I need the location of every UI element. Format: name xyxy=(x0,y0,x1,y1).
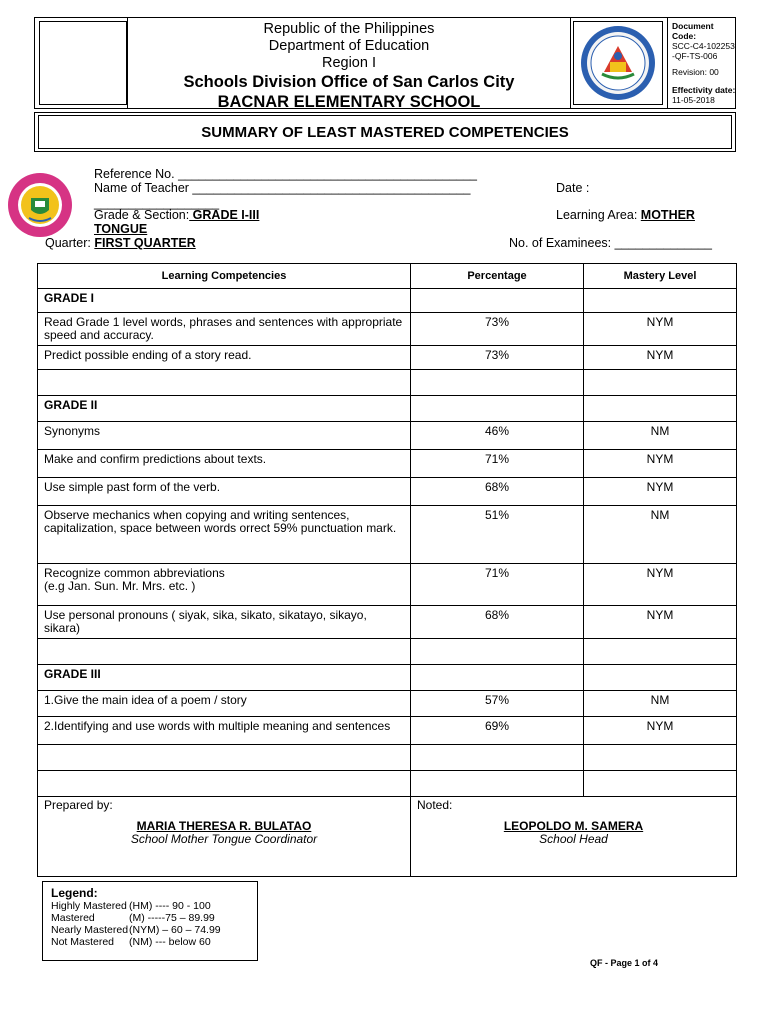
prepared-label: Prepared by: xyxy=(44,798,113,812)
blank-line: __________________ xyxy=(94,196,220,210)
mastery-cell: NM xyxy=(584,506,737,564)
competency-cell: 2.Identifying and use words with multiple meaning and sentences xyxy=(38,717,411,745)
percentage-cell: 71% xyxy=(411,564,584,606)
title-box xyxy=(34,112,736,152)
mastery-cell: NYM xyxy=(584,346,737,370)
table-row xyxy=(38,771,737,797)
school-logo xyxy=(573,21,663,105)
percentage-cell xyxy=(411,370,584,396)
grade-section xyxy=(94,208,259,222)
competency-cell xyxy=(38,370,411,396)
percentage-cell xyxy=(411,289,584,313)
date-label: Date : xyxy=(556,181,590,195)
legend-item xyxy=(51,936,249,948)
mastery-cell xyxy=(584,639,737,665)
competency-cell xyxy=(38,771,411,797)
header-republic: Republic of the Philippines xyxy=(263,21,435,37)
header-title-block xyxy=(127,18,571,111)
percentage-cell xyxy=(411,771,584,797)
signature-row xyxy=(38,797,737,877)
legend-item-name: Nearly Mastered xyxy=(51,924,129,936)
header-school: BACNAR ELEMENTARY SCHOOL xyxy=(217,93,481,111)
competency-cell: GRADE I xyxy=(38,289,411,313)
mastery-cell: NYM xyxy=(584,313,737,346)
teacher-name: Name of Teacher ________________________________________ xyxy=(94,181,471,195)
mastery-cell: NYM xyxy=(584,450,737,478)
table-body xyxy=(38,289,737,797)
header-department: Department of Education xyxy=(268,38,430,54)
mastery-cell xyxy=(584,370,737,396)
percentage-cell: 71% xyxy=(411,450,584,478)
noted-title: School Head xyxy=(539,832,608,846)
percentage-cell: 46% xyxy=(411,422,584,450)
table-row xyxy=(38,606,737,639)
percentage-cell: 68% xyxy=(411,478,584,506)
noted-label: Noted: xyxy=(417,798,453,812)
table-row xyxy=(38,370,737,396)
percentage-cell: 68% xyxy=(411,606,584,639)
table-row xyxy=(38,691,737,717)
competency-cell: GRADE III xyxy=(38,665,411,691)
competency-cell: Use personal pronouns ( siyak, sika, sikato, sikatayo, sikayo, sikara) xyxy=(38,606,411,639)
mastery-cell: NYM xyxy=(584,717,737,745)
percentage-cell: 69% xyxy=(411,717,584,745)
grade-header-row xyxy=(38,289,737,313)
table-row xyxy=(38,639,737,665)
col-header-competencies: Learning Competencies xyxy=(38,264,411,289)
legend-box xyxy=(42,881,258,961)
effectivity-label: Effectivity date: xyxy=(672,85,736,95)
learning-area xyxy=(556,208,695,222)
division-cluster-logo-icon xyxy=(7,172,73,238)
header-region: Region I xyxy=(321,55,376,71)
legend-item xyxy=(51,924,249,936)
legend-item xyxy=(51,912,249,924)
mastery-cell xyxy=(584,745,737,771)
quarter-label: Quarter: xyxy=(45,236,91,250)
learning-area-label: Learning Area: xyxy=(556,208,638,222)
competency-cell: Use simple past form of the verb. xyxy=(38,478,411,506)
legend-item-range: (HM) ---- 90 - 100 xyxy=(129,900,211,912)
revision: Revision: 00 xyxy=(672,67,719,77)
competency-cell xyxy=(38,745,411,771)
grade-header-row xyxy=(38,396,737,422)
percentage-cell: 57% xyxy=(411,691,584,717)
noted-name: LEOPOLDO M. SAMERA xyxy=(503,819,644,833)
page-footer: QF - Page 1 of 4 xyxy=(590,958,659,968)
mastery-cell: NM xyxy=(584,422,737,450)
prepared-cell xyxy=(38,797,411,877)
competency-cell: GRADE II xyxy=(38,396,411,422)
competency-cell: Synonyms xyxy=(38,422,411,450)
legend-title: Legend: xyxy=(51,886,98,900)
grade-header-row xyxy=(38,665,737,691)
examinees: No. of Examinees: ______________ xyxy=(509,236,712,250)
mastery-cell: NYM xyxy=(584,606,737,639)
percentage-cell xyxy=(411,639,584,665)
competency-cell: Observe mechanics when copying and writing sentences, capitalization, space between words orrect 59% punctuation mark. xyxy=(38,506,411,564)
learning-area-value: MOTHER xyxy=(640,208,695,222)
grade-section-value: GRADE I-III xyxy=(189,208,260,222)
legend-item-range: (NYM) – 60 – 74.99 xyxy=(129,924,221,936)
table-row xyxy=(38,346,737,370)
mastery-cell xyxy=(584,665,737,691)
noted-cell xyxy=(411,797,737,877)
percentage-cell: 51% xyxy=(411,506,584,564)
competency-cell: 1.Give the main idea of a poem / story xyxy=(38,691,411,717)
competencies-table xyxy=(37,263,737,877)
percentage-cell: 73% xyxy=(411,313,584,346)
percentage-cell: 73% xyxy=(411,346,584,370)
effectivity-date: 11-05-2018 xyxy=(672,95,715,105)
grade-section-wrap xyxy=(94,222,147,236)
reference-no: Reference No. ___________________________________________ xyxy=(94,167,478,181)
grade-section-label: Grade & Section: xyxy=(94,208,190,222)
learning-area-continuation: TONGUE xyxy=(94,222,148,236)
table-row xyxy=(38,564,737,606)
legend-items xyxy=(51,900,249,948)
legend-item xyxy=(51,900,249,912)
legend-item-range: (M) -----75 – 89.99 xyxy=(129,912,215,924)
prepared-name: MARIA THERESA R. BULATAO xyxy=(136,819,312,833)
table-row xyxy=(38,745,737,771)
col-header-percentage: Percentage xyxy=(411,264,584,289)
table-row xyxy=(38,717,737,745)
competency-cell: Read Grade 1 level words, phrases and sentences with appropriate speed and accuracy. xyxy=(38,313,411,346)
competency-cell: Predict possible ending of a story read. xyxy=(38,346,411,370)
header-division: Schools Division Office of San Carlos City xyxy=(183,73,515,91)
table-row xyxy=(38,422,737,450)
legend-item-range: (NM) --- below 60 xyxy=(129,936,211,948)
percentage-cell xyxy=(411,665,584,691)
table-row xyxy=(38,506,737,564)
competency-cell xyxy=(38,639,411,665)
col-header-mastery: Mastery Level xyxy=(584,264,737,289)
legend-item-name: Mastered xyxy=(51,912,95,924)
document-header xyxy=(34,17,736,109)
table-row xyxy=(38,450,737,478)
percentage-cell xyxy=(411,396,584,422)
header-empty-cell xyxy=(39,21,127,105)
competency-cell: Recognize common abbreviations (e.g Jan. Sun. Mr. Mrs. etc. ) xyxy=(38,564,411,606)
table-row xyxy=(38,478,737,506)
doc-code-label: Document Code: xyxy=(672,21,714,41)
mastery-cell: NM xyxy=(584,691,737,717)
legend-item-name: Not Mastered xyxy=(51,936,115,948)
school-seal-icon xyxy=(574,22,662,104)
mastery-cell xyxy=(584,771,737,797)
prepared-title: School Mother Tongue Coordinator xyxy=(130,832,318,846)
mastery-cell xyxy=(584,289,737,313)
competency-cell: Make and confirm predictions about texts. xyxy=(38,450,411,478)
table-header-row xyxy=(38,264,737,289)
mastery-cell: NYM xyxy=(584,478,737,506)
quarter xyxy=(45,236,196,250)
mastery-cell xyxy=(584,396,737,422)
legend-item-name: Highly Mastered xyxy=(51,900,127,912)
table-row xyxy=(38,313,737,346)
mastery-cell: NYM xyxy=(584,564,737,606)
quarter-value: FIRST QUARTER xyxy=(94,236,196,250)
doc-code-value: SCC-C4-102253-QF-TS-006 xyxy=(672,41,735,61)
page-title: SUMMARY OF LEAST MASTERED COMPETENCIES xyxy=(38,115,732,149)
percentage-cell xyxy=(411,745,584,771)
document-code-block xyxy=(667,18,737,108)
